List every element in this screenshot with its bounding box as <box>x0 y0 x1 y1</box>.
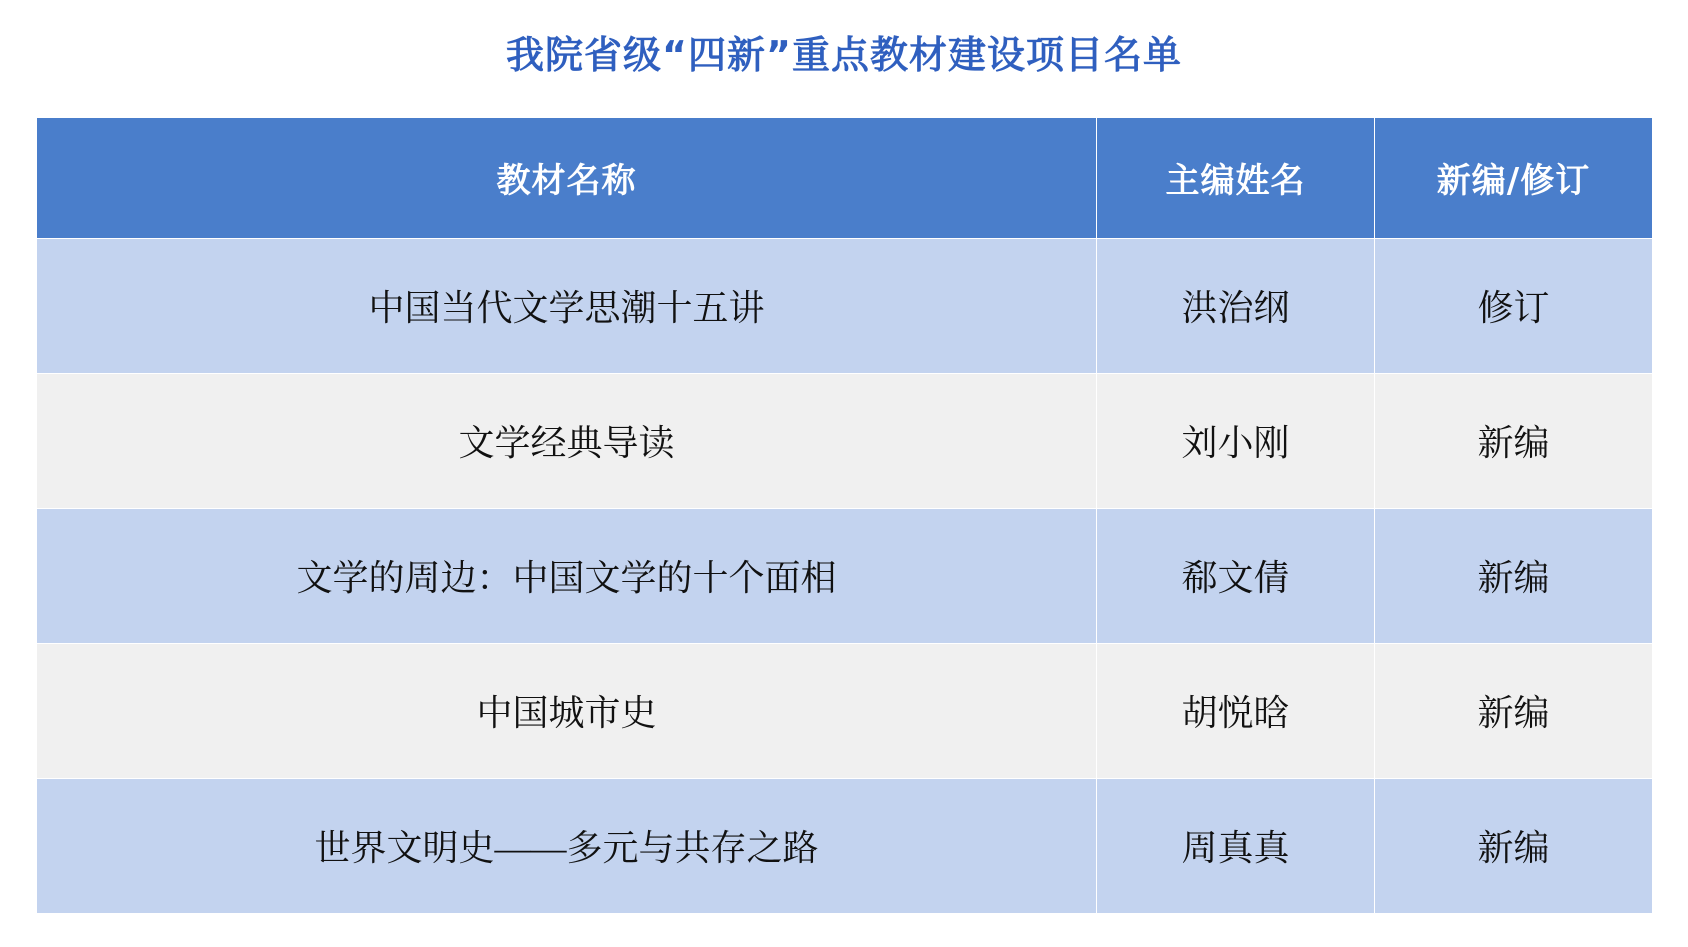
cell-chief-editor: 洪治纲 <box>1097 238 1375 373</box>
cell-new-or-revised: 修订 <box>1375 238 1653 373</box>
cell-textbook-name: 中国当代文学思潮十五讲 <box>37 238 1097 373</box>
cell-textbook-name: 文学的周边：中国文学的十个面相 <box>37 508 1097 643</box>
page-title: 我院省级“四新”重点教材建设项目名单 <box>506 33 1182 77</box>
table-body <box>37 238 1653 913</box>
textbook-list-table <box>36 117 1653 914</box>
table-row <box>37 373 1653 508</box>
cell-textbook-name: 中国城市史 <box>37 643 1097 778</box>
table-container <box>36 117 1652 914</box>
table-row <box>37 778 1653 913</box>
table-header <box>37 117 1653 238</box>
cell-chief-editor: 周真真 <box>1097 778 1375 913</box>
cell-new-or-revised: 新编 <box>1375 643 1653 778</box>
cell-new-or-revised: 新编 <box>1375 508 1653 643</box>
cell-chief-editor: 刘小刚 <box>1097 373 1375 508</box>
column-header-chief-editor: 主编姓名 <box>1097 117 1375 238</box>
cell-textbook-name: 世界文明史——多元与共存之路 <box>37 778 1097 913</box>
cell-new-or-revised: 新编 <box>1375 373 1653 508</box>
table-row <box>37 508 1653 643</box>
table-header-row <box>37 117 1653 238</box>
column-header-textbook-name: 教材名称 <box>37 117 1097 238</box>
cell-chief-editor: 胡悦晗 <box>1097 643 1375 778</box>
cell-textbook-name: 文学经典导读 <box>37 373 1097 508</box>
table-row <box>37 238 1653 373</box>
cell-new-or-revised: 新编 <box>1375 778 1653 913</box>
column-header-new-or-revised: 新编/修订 <box>1375 117 1653 238</box>
table-row <box>37 643 1653 778</box>
cell-chief-editor: 郗文倩 <box>1097 508 1375 643</box>
